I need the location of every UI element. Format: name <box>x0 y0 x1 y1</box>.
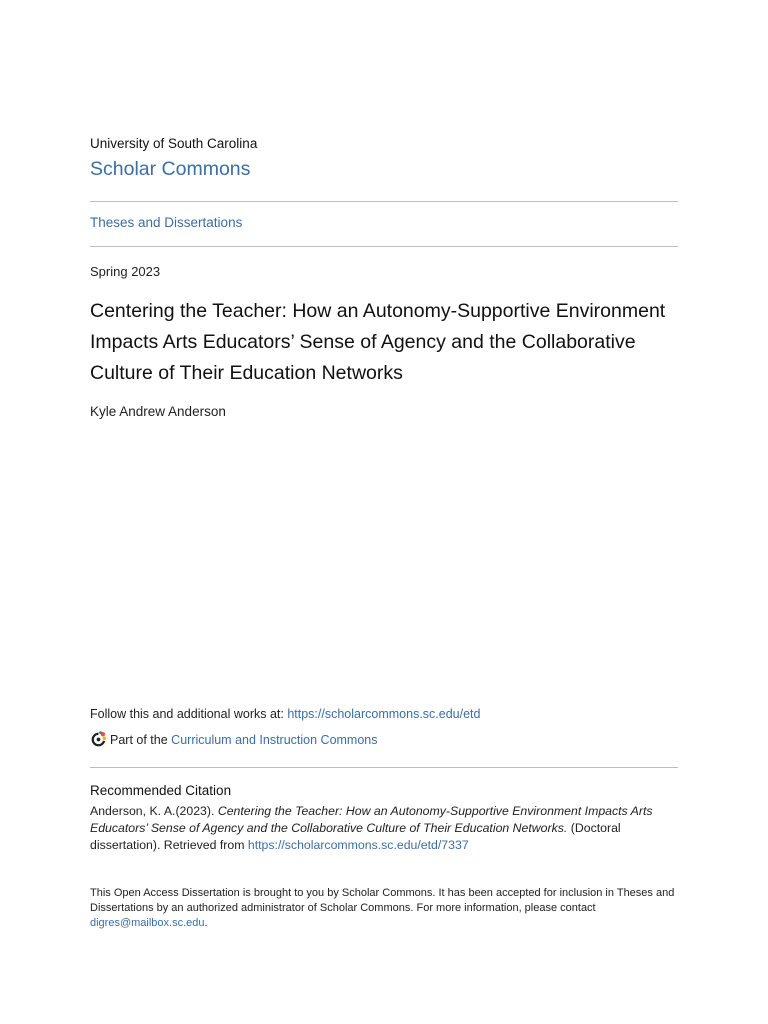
author-name: Kyle Andrew Anderson <box>90 404 226 419</box>
document-title: Centering the Teacher: How an Autonomy-Supportive Environment Impacts Arts Educators’ Sense of Agency and the Collaborative Culture of Their Education Networks <box>90 300 666 384</box>
divider <box>90 201 678 202</box>
repository-link[interactable]: Scholar Commons <box>90 158 251 180</box>
institution-name: University of South Carolina <box>90 136 258 151</box>
divider <box>90 767 678 768</box>
citation-prefix: Anderson, K. A.(2023). <box>90 804 218 818</box>
citation-url-link[interactable]: https://scholarcommons.sc.edu/etd/7337 <box>247 838 469 852</box>
collection-link[interactable]: Theses and Dissertations <box>90 215 243 230</box>
citation-suffix: (Doctoral dissertation). Retrieved from <box>90 821 621 852</box>
part-of-line <box>90 731 378 748</box>
cover-page <box>90 0 678 1024</box>
network-icon <box>90 731 107 748</box>
contact-email-link[interactable]: digres@mailbox.sc.edu <box>90 917 205 929</box>
follow-prefix: Follow this and additional works at: <box>90 707 288 721</box>
notice-end: . <box>204 917 208 929</box>
publication-date: Spring 2023 <box>90 264 161 279</box>
follow-line <box>90 707 480 721</box>
commons-link[interactable]: Curriculum and Instruction Commons <box>171 732 378 747</box>
follow-url-link[interactable]: https://scholarcommons.sc.edu/etd <box>287 707 481 721</box>
notice-text: This Open Access Dissertation is brought to you by Scholar Commons. It has been accepted for inclusion in Theses and Dissertations by an authorized administrator of Scholar Commons. For more information, please contact <box>90 887 675 914</box>
divider <box>90 246 678 247</box>
access-notice <box>90 886 678 931</box>
citation-heading: Recommended Citation <box>90 783 232 798</box>
citation-text <box>90 803 678 854</box>
part-of-prefix: Part of the <box>110 732 168 747</box>
citation-title: Centering the Teacher: How an Autonomy-Supportive Environment Impacts Arts Educators’ Sense of Agency and the Collaborative Culture of Their Education Networks. <box>90 804 653 835</box>
